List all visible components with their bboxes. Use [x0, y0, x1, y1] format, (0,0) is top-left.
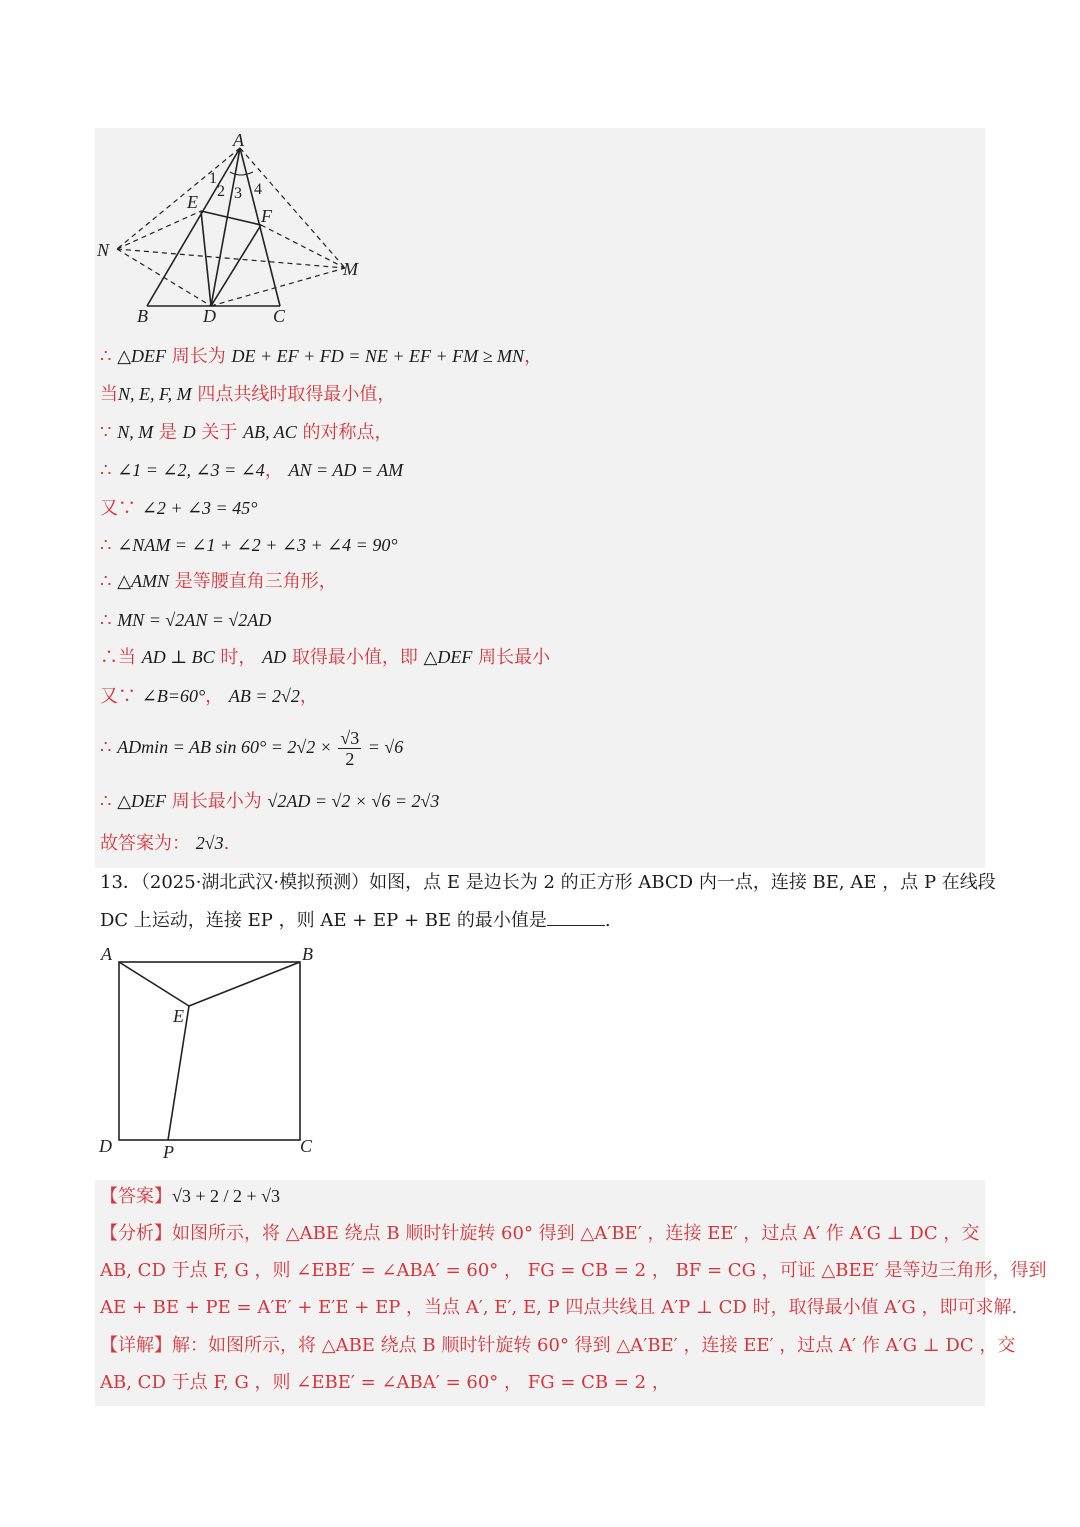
segment-EF [201, 211, 261, 225]
analysis-line-1: 【分析】如图所示，将 △ABE 绕点 B 顺时针旋转 60° 得到 △A′BE′ ，连接 EE′ ，过点 A′ 作 A′G ⊥ DC ，交 [100, 1223, 980, 1244]
label-A: A [101, 944, 112, 964]
solution-line-3: ∵ N, M 是 D 关于 AB, AC 的对称点， [100, 422, 393, 443]
triangle-figure [95, 128, 385, 328]
answer-line: 【答案】√3 + 2 / 2 + √3 [100, 1186, 281, 1207]
label-N: N [97, 240, 110, 260]
label-C: C [273, 306, 286, 326]
question-13-line-1: 13．（2025·湖北武汉·模拟预测）如图，点 E 是边长为 2 的正方形 ABCD 内一点，连接 BE, AE ，点 P 在线段 [100, 872, 996, 893]
solution-line-8: ∴ MN = √2AN = √2AD [100, 610, 272, 631]
solution-line-10: 又∵ ∠B=60°， AB = 2√2， [100, 686, 318, 707]
label-B: B [137, 306, 148, 326]
solution-line-13: 故答案为： 2√3. [100, 833, 230, 854]
square-ABCD [119, 962, 300, 1140]
label-C: C [300, 1136, 313, 1156]
angle-arc [230, 172, 253, 175]
solution-line-4: ∴ ∠1 = ∠2, ∠3 = ∠4， AN = AD = AM [100, 460, 404, 481]
solution-line-12: ∴ △DEF 周长最小为 √2AD = √2 × √6 = 2√3 [100, 791, 440, 812]
angle-2: 2 [217, 183, 225, 200]
segment-BE [189, 962, 300, 1006]
answer-blank [547, 911, 605, 926]
label-F: F [261, 206, 272, 226]
label-B: B [302, 944, 313, 964]
dash-NE [117, 211, 201, 249]
question-13-line-2: DC 上运动，连接 EP ，则 AE + EP + BE 的最小值是 . [100, 910, 611, 931]
angle-1: 1 [209, 170, 217, 187]
detail-line-1: 【详解】解：如图所示，将 △ABE 绕点 B 顺时针旋转 60° 得到 △A′BE′ ，连接 EE′ ，过点 A′ 作 A′G ⊥ DC ，交 [100, 1335, 1016, 1356]
dash-NM [117, 249, 345, 268]
label-M: M [343, 259, 358, 279]
square-figure [95, 940, 335, 1165]
label-E: E [173, 1006, 184, 1026]
solution-line-11: ∴ ADmin = AB sin 60° = 2√2 × $\frac{√3}{2}$ = √6 [100, 727, 404, 769]
analysis-line-3: AE + BE + PE = A′E′ + E′E + EP ，当点 A′, E′, E, P 四点共线且 A′P ⊥ CD 时，取得最小值 A′G ，即可求解. [100, 1297, 1018, 1318]
dash-ND [117, 249, 211, 306]
solution-line-2: 当N, E, F, M 四点共线时取得最小值， [100, 384, 396, 405]
solution-line-7: ∴ △AMN 是等腰直角三角形， [100, 571, 337, 592]
segment-EP [168, 1006, 189, 1140]
solution-line-1: ∴ △DEF 周长为 DE + EF + FD = NE + EF + FM ≥ MN， [100, 346, 543, 367]
label-E: E [187, 192, 198, 212]
angle-3: 3 [234, 185, 242, 202]
solution-line-9: ∴当 AD ⊥ BC 时， AD 取得最小值，即 △DEF 周长最小 [100, 647, 551, 668]
segment-AE [119, 962, 189, 1006]
angle-4: 4 [254, 181, 262, 198]
segment-DE [201, 211, 211, 306]
detail-line-2: AB, CD 于点 F, G ，则 ∠EBE′ = ∠ABA′ = 60° ， FG = CB = 2 ， [100, 1372, 670, 1393]
label-P: P [163, 1142, 174, 1162]
fraction-sqrt3-over-2: $\frac{√3}{2}$ [340, 727, 360, 769]
analysis-line-2: AB, CD 于点 F, G ，则 ∠EBE′ = ∠ABA′ = 60° ， FG = CB = 2 ， BF = CG ，可证 △BEE′ 是等边三角形，得到 [100, 1260, 1047, 1281]
solution-line-5: 又∵ ∠2 + ∠3 = 45° [100, 498, 258, 519]
label-A: A [233, 130, 244, 150]
label-D: D [99, 1136, 112, 1156]
label-D: D [203, 306, 216, 326]
solution-line-6: ∴ ∠NAM = ∠1 + ∠2 + ∠3 + ∠4 = 90° [100, 535, 398, 556]
